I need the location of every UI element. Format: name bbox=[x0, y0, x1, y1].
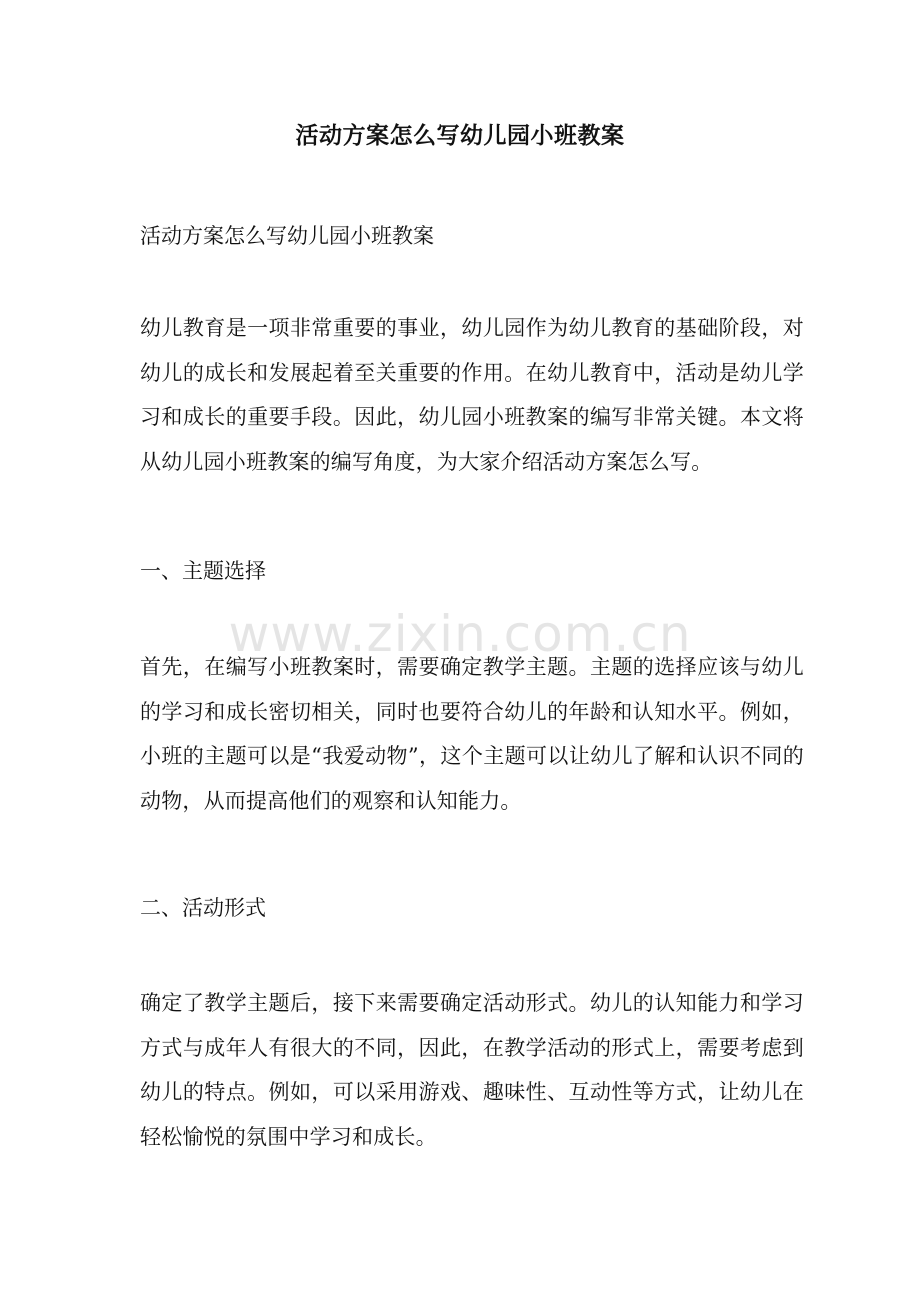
intro-paragraph: 幼儿教育是一项非常重要的事业，幼儿园作为幼儿教育的基础阶段，对幼儿的成长和发展起着至关重要的作用。在幼儿教育中，活动是幼儿学习和成长的重要手段。因此，幼儿园小班教案的编写非常关键。本文将从幼儿园小班教案的编写角度，为大家介绍活动方案怎么写。 bbox=[140, 316, 804, 475]
section-body-theme: 首先，在编写小班教案时，需要确定教学主题。主题的选择应该与幼儿的学习和成长密切相关，同时也要符合幼儿的年龄和认知水平。例如，小班的主题可以是“我爱动物”，这个主题可以让幼儿了解和认识不同的动物，从而提高他们的观察和认知能力。 bbox=[140, 655, 804, 814]
section-heading-theme: 一、主题选择 bbox=[140, 559, 266, 583]
document-title: 活动方案怎么写幼儿园小班教案 bbox=[295, 122, 625, 149]
section-body-format: 确定了教学主题后，接下来需要确定活动形式。幼儿的认知能力和学习方式与成年人有很大的不同，因此，在教学活动的形式上，需要考虑到幼儿的特点。例如，可以采用游戏、趣味性、互动性等方式，让幼儿在轻松愉悦的氛围中学习和成长。 bbox=[140, 991, 804, 1150]
section-heading-format: 二、活动形式 bbox=[140, 896, 266, 920]
watermark: www.zixin.com.cn bbox=[228, 605, 692, 663]
document-subtitle: 活动方案怎么写幼儿园小班教案 bbox=[140, 224, 434, 248]
